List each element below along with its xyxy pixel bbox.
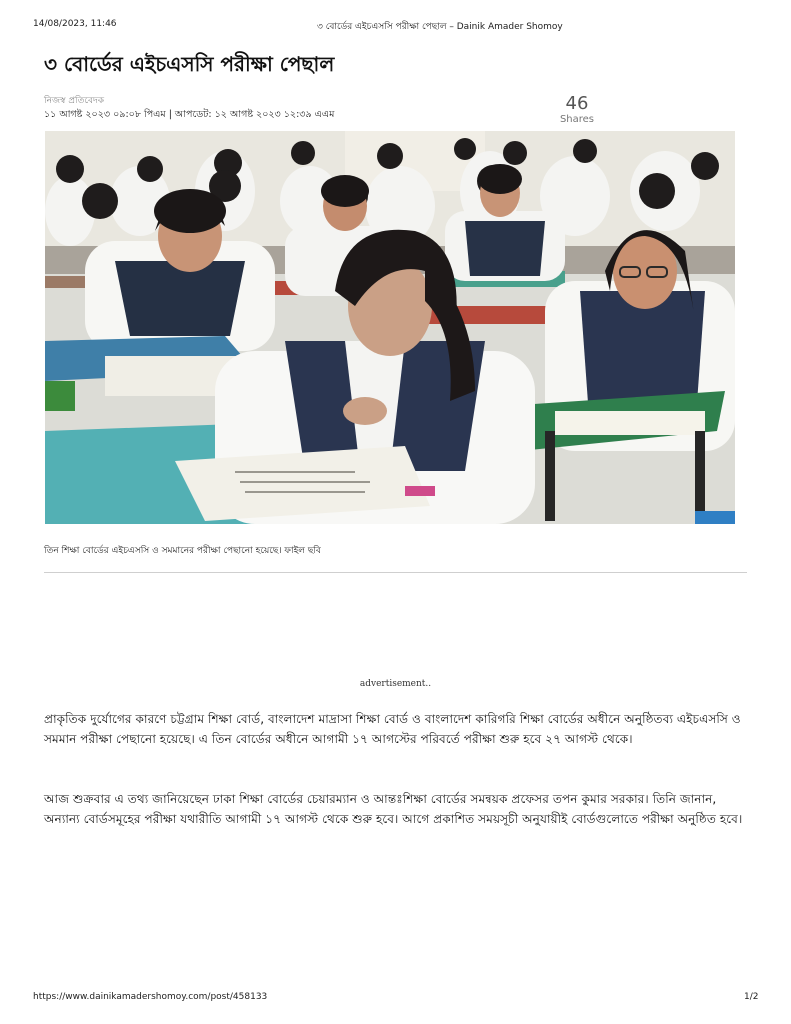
share-count: 46 (565, 93, 589, 114)
page-number: 1/2 (744, 992, 759, 1002)
author-byline[interactable]: নিজস্ব প্রতিবেদক (44, 96, 105, 106)
article-paragraph: আজ শুক্রবার এ তথ্য জানিয়েছেন ঢাকা শিক্ষা বোর্ডের চেয়ারম্যান ও আন্তঃশিক্ষা বোর্ডের সমন্বয়ক প্রফেসর তপন কুমার সরকার। তিনি জানান, অন্যান্য বোর্ডসমূহের পরীক্ষা যথারীতি আগামী ১৭ আগস্ট থেকে শুরু হবে। আগে প্রকাশিত সময়সূচী অনুযায়ীই বোর্ডগুলোতে পরীক্ষা অনুষ্ঠিত হবে। (44, 792, 743, 826)
advertisement-label: advertisement.. (359, 679, 432, 689)
print-page-title: ৩ বোর্ডের এইচএসসি পরীক্ষা পেছাল – Dainik Amader Shomoy (317, 22, 563, 32)
article-paragraph: প্রাকৃতিক দুর্যোগের কারণে চট্টগ্রাম শিক্ষা বোর্ড, বাংলাদেশ মাদ্রাসা শিক্ষা বোর্ড ও বাংলাদেশ কারিগরি শিক্ষা বোর্ডের অধীনে অনুষ্ঠিতব্য এইচএসসি ও সমমান পরীক্ষা পেছানো হয়েছে। এ তিন বোর্ডের অধীনে আগামী ১৭ আগস্টের পরিবর্তে পরীক্ষা শুরু হবে ২৭ আগস্ট থেকে। (44, 712, 741, 746)
print-date: 14/08/2023, 11:46 (33, 19, 117, 29)
print-footer-url[interactable]: https://www.dainikamadershomoy.com/post/458133 (33, 992, 268, 1002)
share-counter (548, 94, 606, 126)
article-photo (45, 131, 735, 524)
publish-dates: ১১ আগষ্ট ২০২৩ ০৯:০৮ পিএম | আপডেট: ১২ আগষ্ট ২০২৩ ১২:৩৯ এএম (44, 109, 335, 120)
photo-caption: তিন শিক্ষা বোর্ডের এইচএসসি ও সমমানের পরীক্ষা পেছানো হয়েছে। ফাইল ছবি (44, 546, 321, 556)
classroom-photo-illustration (45, 131, 735, 524)
divider (44, 572, 747, 573)
share-label: Shares (559, 114, 595, 125)
article-headline: ৩ বোর্ডের এইচএসসি পরীক্ষা পেছাল (44, 52, 335, 76)
